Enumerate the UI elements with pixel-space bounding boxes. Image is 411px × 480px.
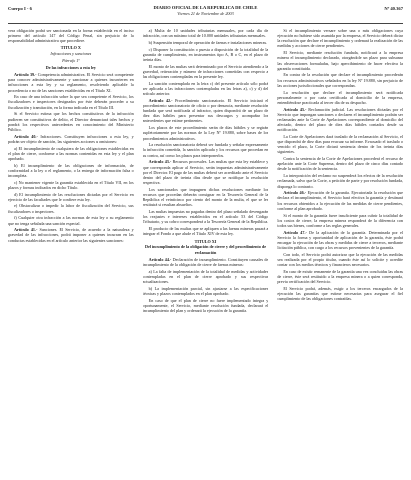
paragraph: Si el monto de la garantía fuere insuficiente para cubrir la totalidad de los costos de cierre, la empresa minera responderá de la diferencia con todos sus bienes, conforme a las reglas generales. (277, 212, 404, 228)
article-42: Artículo 42.- Procedimiento sancionatorio. El Servicio iniciará el procedimiento sancionatorio de oficio o por denuncia, mediante resolución fundada que será notificada al infractor, quien dispondrá de un plazo de diez días hábiles para presentar sus descargos y acompañar los antecedentes que estime pertinentes. (142, 97, 269, 124)
article-46: Artículo 46.- Ejecución de la garantía. Ejecutoriada la resolución que declara el incumplimiento, el Servicio hará efectiva la garantía y destinará los recursos obtenidos a la ejecución de las medidas de cierre pendientes, conforme al plan aprobado. (277, 190, 404, 211)
article-label: Artículo 46.- (283, 190, 307, 196)
section-title: TITULO XI (194, 239, 217, 245)
page-header (8, 5, 403, 24)
list-item: c) Disponer la constitución o puesta a disposición de la totalidad de la garantía de cumplimiento, en instrumentos tipo A, B o C, en el plazo de treinta días. (142, 46, 269, 62)
paragraph: El Servicio, mediante resolución fundada, notificará a la empresa minera el incumplimiento declarado, otorgándole un plazo para subsanar las observaciones formuladas, bajo apercibimiento de hacer efectiva la garantía constituida. (277, 50, 404, 71)
paragraph: La resolución que declare el incumplimiento será notificada personalmente o por carta certificada al domicilio de la empresa, entendiéndose practicada al tercer día de su despacho. (277, 89, 404, 105)
list-item: a) El incumplimiento de cualquiera de las obligaciones establecidas en el plan de cierre, conforme a las normas contenidas en esta ley y el plan aprobado. (8, 145, 134, 161)
article-label: Artículo 44.- (148, 256, 172, 262)
list-item: b) Suspensión temporal de operación de faenas e instalaciones mineras. (148, 39, 268, 45)
paragraph: Con todo, el Servicio podrá autorizar que la ejecución de las medidas sea realizada por el propio titular, cuando éste así lo solicite y acredite contar con los medios técnicos y financieros necesarios. (277, 251, 404, 268)
paragraph: Los plazos de este procedimiento serán de días hábiles y se regirán supletoriamente por las normas de la Ley Nº 19.880, sobre bases de los procedimientos administrativos. (142, 125, 269, 141)
paragraph: La resolución sancionatoria deberá ser fundada y señalar expresamente la infracción cometida, la sanción aplicada y los recursos que procedan en su contra, así como los plazos para interponerlos. (142, 142, 269, 158)
paragraph: En caso de que el plan de cierre no fuere implementado íntegra y oportunamente, el Servicio, mediante resolución fundada, declarará el incumplimiento del plan y ordenará la ejecución de la garantía. (142, 297, 269, 313)
column-3 (277, 28, 403, 474)
article-label: Artículo 43.- (148, 159, 172, 165)
article-45: Artículo 45.- Reclamación judicial. Las resoluciones dictadas por el Servicio que impongan sanciones o declaren el incumplimiento podrán ser reclamadas ante la Corte de Apelaciones correspondiente al domicilio del afectado, dentro del plazo de diez días hábiles contados desde su notificación. (277, 106, 404, 133)
paragraph: El Servicio podrá, además, exigir a los terceros encargados de la ejecución las garantías que estime necesarias para asegurar el fiel cumplimiento de las obligaciones contraídas. (277, 285, 404, 302)
list-item: a) Multa de 10 unidades tributarias mensuales, por cada día de infracción, con un máximo total de 10.000 unidades tributarias mensuales. (142, 28, 269, 39)
publication-title (8, 5, 403, 17)
article-label: Artículo 45.- (283, 106, 307, 112)
list-item: b) El incumplimiento de las obligaciones de información, de conformidad a la ley o el reglamento, o la entrega de información falsa o incompleta. (8, 162, 134, 178)
article-label: Artículo 41.- (14, 227, 38, 233)
paragraph: Contra la sentencia de la Corte de Apelaciones procederá el recurso de apelación ante la Corte Suprema, dentro del plazo de cinco días contado desde la notificación de la sentencia. (277, 156, 404, 172)
section-subtitle: Del incumplimiento de la obligación de cierre y del procedimiento de reclamación (144, 244, 267, 255)
paragraph: En caso de existir remanente de la garantía una vez concluidas las obras de cierre, éste será restituido a la empresa minera o a quien corresponda, previa certificación del Servicio. (277, 268, 404, 285)
paragraph: La Corte de Apelaciones dará traslado de la reclamación al Servicio, el que dispondrá de diez días para evacuar su informe. Evacuado el traslado o vencido el plazo, la Corte dictará sentencia dentro de los treinta días siguientes. (277, 133, 404, 155)
paragraph: La sanción contemplada en la letra c) del presente artículo sólo podrá ser aplicada a las infracciones contempladas en las letras a), c) y d) del artículo anterior. (142, 80, 269, 97)
issue-number: Nº 40.367 (384, 6, 403, 11)
paragraph: Los sancionados que impugnen dichas resoluciones mediante los recursos que procedan deberán consignar en la Tesorería General de la República el veinticinco por ciento del monto de la multa, el que se les restituirá si resultan absueltos. (142, 186, 269, 208)
column-2 (143, 28, 269, 474)
article-41: Artículo 41.- Sanciones. El Servicio, de acuerdo a la naturaleza y gravedad de las infracciones, podrá imponer a quienes incurran en las conductas establecidas en el artículo anterior las siguientes sanciones: (8, 227, 134, 243)
article-label: Artículo 42.- (148, 97, 173, 103)
paragraph: Si el Servicio estima que los hechos constitutivos de la infracción pudieren ser constitutivos de delito, el Director denunciará tales hechos y pondrá los respectivos antecedentes en conocimiento del Ministerio Público. (8, 111, 134, 132)
gazette-name: DIARIO OFICIAL DE LA REPUBLICA DE CHILE (153, 5, 258, 10)
list-item: a) La falta de implementación de la totalidad de medidas y actividades contempladas en el plan de cierre aprobado y sus respectivas actualizaciones. (142, 268, 269, 284)
paragraph: En contra de la resolución que declare el incumplimiento procederán los recursos administrativos señalados en la ley Nº 19.880, sin perjuicio de las acciones jurisdiccionales que correspondan. (277, 72, 404, 88)
paragraph: En caso de una infracción sobre la que sea competente el Servicio, los fiscalizadores e inspectores designados por éste deberán proceder a su fiscalización y tramitación, en la forma indicada en el Título III. (8, 94, 134, 110)
list-item: d) El incumplimiento de las resoluciones dictadas por el Servicio en ejercicio de las facultades que le confiere esta ley. (8, 191, 134, 202)
paragraph: Si el incumplimiento versare sobre una o más obligaciones cuya ejecución no hubiese sido asumida por la empresa, el Servicio deberá dictar la resolución que declare el incumplimiento y ordenará la realización de las medidas y acciones de cierre pendientes. (277, 28, 404, 49)
paragraph: Las multas impuestas no pagadas dentro del plazo señalado devengarán los reajustes e intereses establecidos en el artículo 53 del Código Tributario, y su cobro corresponderá a la Tesorería General de la República. (142, 208, 269, 225)
article-label: Artículo 47.- (283, 229, 307, 235)
list-item: e) Obstaculizar o impedir la labor de fiscalización del Servicio, sus fiscalizadores o inspectores. (8, 203, 134, 214)
section-subtitle: Infracciones y sanciones (50, 50, 92, 56)
paragraph-subheading: De las infracciones a esta ley (45, 64, 96, 70)
column-1 (8, 28, 134, 474)
paragraph-heading: Párrafo 1º (62, 57, 80, 63)
publication-date: Viernes 21 de Noviembre de 2003 (177, 11, 234, 16)
section-number: Cuerpo I - 6 (8, 6, 32, 11)
text-columns (8, 28, 403, 474)
article-40: Artículo 40.- Infracciones. Constituyen infracciones a esta ley, y podrán ser objeto de sanción, las siguientes acciones u omisiones: (8, 133, 134, 144)
list-item: f) Cualquier otra infracción a las normas de esta ley o su reglamento que no tenga señalada una sanción especial. (8, 215, 134, 226)
article-47: Artículo 47.- De la aplicación de la garantía. Determinada por el Servicio la forma y oportunidad de aplicación de la garantía, éste podrá encargar la ejecución de las obras y medidas de cierre a terceros, mediante licitación pública, con cargo a los recursos provenientes de la garantía. (277, 229, 404, 251)
article-43: Artículo 43.- Recursos procesales. Las multas que esta ley establece y que corresponda aplicar al Servicio, serán impuestas administrativamente por el Director. El pago de las multas deberá ser acreditado ante el Servicio dentro del plazo de treinta días desde que se notifique la resolución respectiva. (142, 159, 269, 185)
paragraph: El producto de las multas que se apliquen a las faenas mineras pasará a integrar el Fondo a que alude el Título XIV de esta ley. (142, 226, 269, 237)
article-39: Artículo 39.- Competencia administrativa. El Servicio será competente para conocer administrativamente y sancionar a quienes incurrieren en infracciones a esta ley y su reglamento, resolviendo aplicable la procedencia o no de las sanciones establecidas en el Título XI. (8, 72, 134, 93)
list-item: b) La implementación parcial, sin ajustarse a las especificaciones técnicas y plazos contemplados en el plan aprobado. (142, 285, 269, 296)
list-item: c) No mantener vigente la garantía establecida en el Título VII, en los plazos y formas indicados en dicho Título. (8, 179, 134, 190)
section-title: TITULO X (60, 45, 81, 51)
article-44: Artículo 44.- Declaración de incumplimiento. Constituyen causales de incumplimiento de la obligación de cierre de faenas mineras: (142, 256, 269, 267)
article-label: Artículo 39.- (14, 72, 37, 78)
paragraph: El monto de las multas será determinado por el Servicio atendiendo a la gravedad, reiteración y número de infracciones cometidas con respecto a las obligaciones contempladas en la presente ley. (142, 63, 269, 80)
paragraph: La interposición del reclamo no suspenderá los efectos de la resolución reclamada, salvo que la Corte, a petición de parte y por resolución fundada, disponga lo contrario. (277, 173, 404, 189)
paragraph: vera obligación podrá ser sancionada en la forma establecida en el inciso primero del artículo 147 del Código Penal, sin perjuicio de la responsabilidad administrativa que procediere. (8, 28, 134, 44)
article-label: Artículo 40.- (14, 133, 38, 139)
